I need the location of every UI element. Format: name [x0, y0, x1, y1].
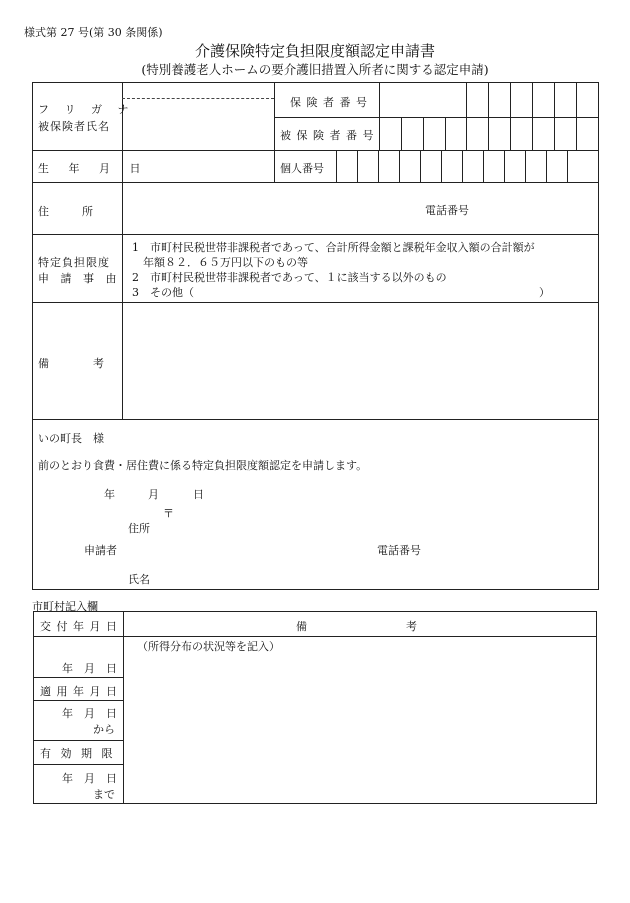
furigana-label: フ リ ガ ナ: [38, 103, 135, 116]
remarks-field[interactable]: [123, 303, 598, 418]
until-label: まで: [93, 788, 115, 801]
date-month-label: 月: [148, 488, 159, 501]
applicant-label: 申請者: [84, 544, 117, 557]
municipal-remarks-note: （所得分布の状況等を記入）: [137, 640, 280, 653]
apply-date-label: 適 用 年 月 日: [40, 685, 118, 698]
addressee: いの町長 様: [38, 432, 104, 445]
individual-number-label: 個人番号: [280, 162, 324, 175]
phone-label: 電話番号: [425, 204, 469, 217]
reason-option-2[interactable]: 2 市町村民税世帯非課税者であって、１に該当する以外のもの: [132, 271, 447, 284]
reason-label-1: 特定負担限度: [38, 256, 110, 269]
apply-date-value: 年 月 日: [62, 707, 117, 720]
municipal-remarks-header: 備 考: [296, 620, 417, 633]
date-day-label: 日: [193, 488, 204, 501]
municipal-section-title: 市町村記入欄: [32, 600, 98, 613]
applicant-address-label: 住所: [128, 522, 150, 535]
insured-number-field[interactable]: [380, 118, 598, 149]
applicant-name-label: 氏名: [128, 573, 150, 586]
individual-number-field[interactable]: [337, 151, 598, 181]
from-label: から: [93, 723, 115, 736]
furigana-field[interactable]: [123, 84, 273, 97]
page-title: 介護保険特定負担限度額認定申請書: [194, 42, 435, 60]
reason-option-1[interactable]: 1 市町村民税世帯非課税者であって、合計所得金額と課税年金収入額の合計額が: [132, 241, 535, 254]
remarks-label: 備 考: [38, 357, 104, 370]
reason-label-2: 申 請 事 由: [38, 272, 121, 285]
insured-number-label: 被 保 険 者 番 号: [280, 129, 375, 142]
reason-option-1-cont: 年額８２．６５万円以下のもの等: [132, 256, 308, 269]
form-number: 様式第 27 号(第 30 条関係): [24, 26, 163, 39]
birthdate-label: 生 年 月 日: [38, 162, 149, 175]
municipal-remarks-field[interactable]: [124, 652, 596, 803]
birthdate-field[interactable]: [123, 151, 273, 181]
issue-date-label: 交 付 年 月 日: [40, 620, 118, 633]
reason-option-3[interactable]: 3 その他（: [132, 286, 194, 299]
valid-until-label: 有 効 期 限: [40, 747, 116, 760]
date-year-label: 年: [104, 488, 115, 501]
insured-name-field[interactable]: [123, 100, 273, 149]
valid-until-value: 年 月 日: [62, 772, 117, 785]
address-field[interactable]: [123, 183, 423, 233]
applicant-phone-label: 電話番号: [377, 544, 421, 557]
address-label: 住 所: [38, 205, 93, 218]
declaration-statement: 前のとおり食費・居住費に係る特定負担限度額認定を申請します。: [38, 459, 368, 472]
reason-option-3-close: ）: [539, 286, 550, 299]
issue-date-value: 年 月 日: [62, 662, 117, 675]
insurer-number-field[interactable]: [380, 83, 598, 116]
insured-name-label: 被保険者氏名: [38, 120, 110, 133]
page-subtitle: (特別養護老人ホームの要介護旧措置入所者に関する認定申請): [141, 62, 489, 77]
postal-mark: 〒: [163, 507, 174, 520]
insurer-number-label: 保 険 者 番 号: [290, 96, 368, 109]
